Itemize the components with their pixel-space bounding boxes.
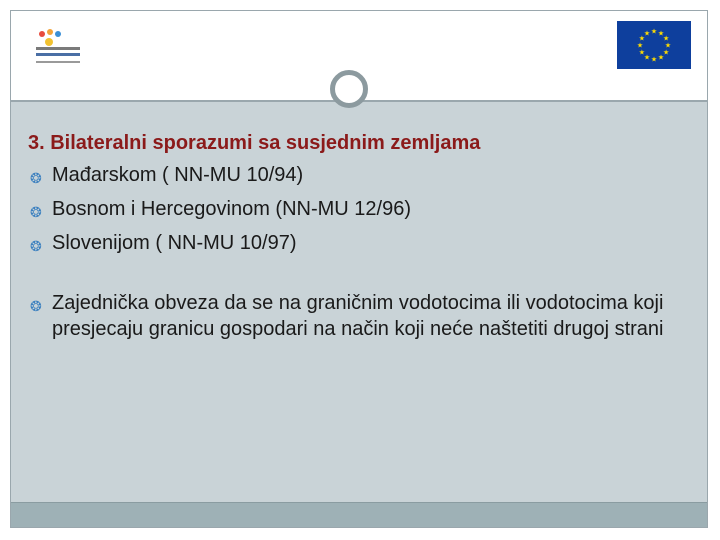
spacer bbox=[28, 264, 688, 290]
bullet-swirl-icon: ❂ bbox=[30, 238, 42, 254]
bullet-swirl-icon: ❂ bbox=[30, 170, 42, 186]
eu-star-icon: ★ bbox=[643, 54, 651, 62]
divider-circle-icon bbox=[330, 70, 368, 108]
eu-star-icon: ★ bbox=[636, 42, 644, 50]
bullet-item bbox=[28, 290, 688, 342]
eu-flag-icon bbox=[617, 21, 691, 69]
bullet-text: Bosnom i Hercegovinom (NN-MU 12/96) bbox=[52, 198, 412, 220]
bullet-text: Slovenijom ( NN-MU 10/97) bbox=[52, 232, 297, 254]
eu-star-icon: ★ bbox=[662, 49, 670, 57]
bullet-text: Zajednička obveza da se na graničnim vodotocima ili vodotocima koji presjecaju granicu gospodari na način koji neće naštetiti drugoj strani bbox=[52, 292, 664, 340]
eu-star-icon: ★ bbox=[643, 30, 651, 38]
eu-star-icon: ★ bbox=[650, 28, 658, 36]
eu-star-icon: ★ bbox=[650, 56, 658, 64]
eu-star-icon: ★ bbox=[657, 54, 665, 62]
eu-stars bbox=[617, 21, 691, 69]
bullet-swirl-icon: ❂ bbox=[30, 298, 42, 314]
bullet-item bbox=[28, 230, 688, 256]
bullet-swirl-icon: ❂ bbox=[30, 204, 42, 220]
eu-star-icon: ★ bbox=[657, 30, 665, 38]
bullet-item bbox=[28, 162, 688, 188]
bullet-item bbox=[28, 196, 688, 222]
eu-star-icon: ★ bbox=[664, 42, 672, 50]
bullet-text: Mađarskom ( NN-MU 10/94) bbox=[52, 164, 304, 186]
slide-footer-band bbox=[11, 502, 707, 527]
eu-star-icon: ★ bbox=[638, 35, 646, 43]
eu-star-icon: ★ bbox=[662, 35, 670, 43]
eu-star-icon: ★ bbox=[638, 49, 646, 57]
project-logo-icon bbox=[28, 27, 88, 69]
slide-heading: 3. Bilateralni sporazumi sa susjednim zemljama bbox=[28, 132, 481, 154]
slide-content bbox=[28, 130, 688, 350]
